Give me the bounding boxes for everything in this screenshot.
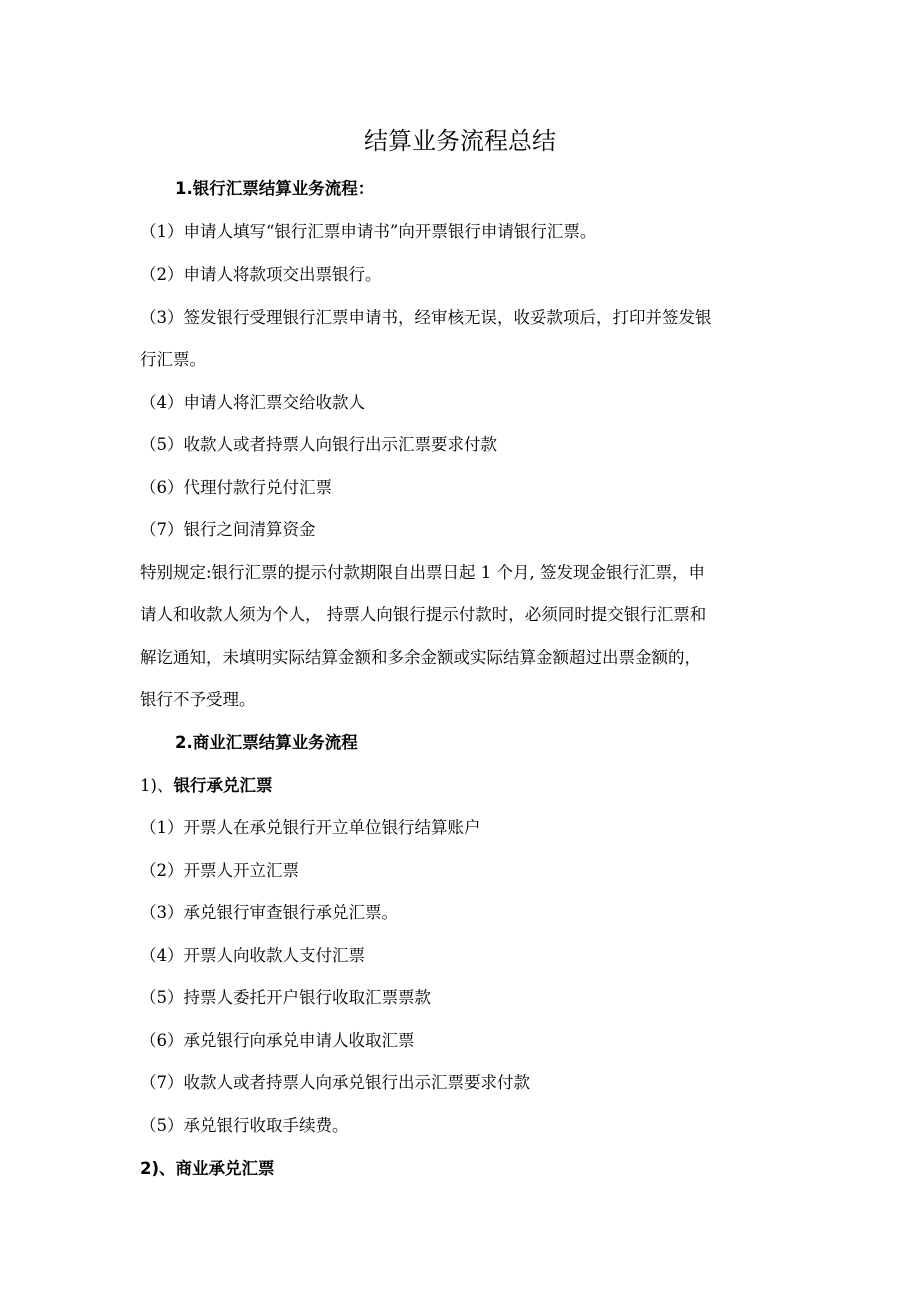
- subsection1-step-4: （4）开票人向收款人支付汇票: [140, 946, 365, 965]
- subsection1-heading-text: 银行承兑汇票: [173, 776, 273, 795]
- page-title: 结算业务流程总结: [364, 127, 556, 155]
- subsection1-heading: [140, 774, 790, 798]
- section1-step-3: （3）签发银行受理银行汇票申请书，经审核无误，收妥款项后，打印并签发银: [140, 308, 712, 327]
- section1-step-1: （1）申请人填写“银行汇票申请书”向开票银行申请银行汇票。: [140, 222, 597, 241]
- section1-step-2: （2）申请人将款项交出票银行。: [140, 265, 382, 284]
- section1-heading: 1.银行汇票结算业务流程：: [175, 179, 375, 198]
- section1-step-4: （4）申请人将汇票交给收款人: [140, 393, 365, 412]
- section1-step-5: （5）收款人或者持票人向银行出示汇票要求付款: [140, 435, 497, 454]
- subsection1-step-3: （3）承兑银行审查银行承兑汇票。: [140, 903, 398, 922]
- special-rule-line-3: 解讫通知，未填明实际结算金额和多余金额或实际结算金额超过出票金额的，: [140, 648, 701, 667]
- subsection1-step-1: （1）开票人在承兑银行开立单位银行结算账户: [140, 818, 481, 837]
- subsection1-step-7: （7）收款人或者持票人向承兑银行出示汇票要求付款: [140, 1073, 530, 1092]
- subsection2-heading: 2)、商业承兑汇票: [140, 1159, 275, 1178]
- special-rule-line-1: 特别规定:银行汇票的提示付款期限自出票日起 1 个月, 签发现金银行汇票，申: [140, 563, 706, 582]
- subsection1-step-5: （5）持票人委托开户银行收取汇票票款: [140, 988, 431, 1007]
- special-rule-line-4: 银行不予受理。: [140, 690, 256, 709]
- section1-step-6: （6）代理付款行兑付汇票: [140, 478, 332, 497]
- subsection1-heading-prefix: 1)、: [140, 776, 174, 795]
- section1-step-7: （7）银行之间清算资金: [140, 520, 316, 539]
- subsection1-step-8: （5）承兑银行收取手续费。: [140, 1116, 349, 1135]
- special-rule-line-2: 请人和收款人须为个人， 持票人向银行提示付款时，必须同时提交银行汇票和: [140, 605, 707, 624]
- section1-step-3-continued: 行汇票。: [140, 350, 206, 369]
- section2-heading: 2.商业汇票结算业务流程: [175, 733, 358, 752]
- subsection1-step-6: （6）承兑银行向承兑申请人收取汇票: [140, 1031, 415, 1050]
- subsection1-step-2: （2）开票人开立汇票: [140, 861, 299, 880]
